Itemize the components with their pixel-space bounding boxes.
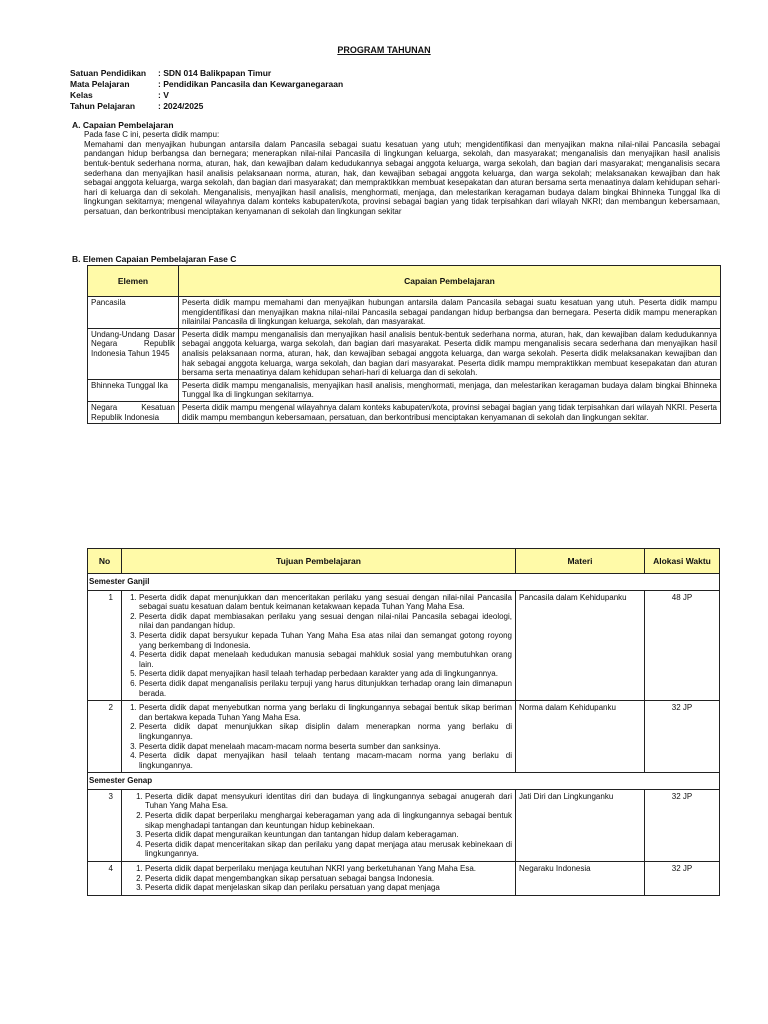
table-row: [88, 590, 720, 701]
page-title: PROGRAM TAHUNAN: [337, 45, 431, 55]
list-item: 2. Peserta didik dapat berperilaku menghargai keberagaman yang ada di lingkungannya sebagai bentuk sikap menghadapi tantangan dan keuntungan hidup kebinekaan.: [145, 811, 512, 830]
header-elemen: Elemen: [88, 266, 179, 297]
list-item: 1. Peserta didik dapat berperilaku menjaga keutuhan NKRI yang berketuhanan Yang Maha Esa.: [145, 864, 512, 874]
identity-row: [70, 101, 343, 112]
list-item: 2. Peserta didik dapat menunjukkan sikap disiplin dalam menerapkan norma yang berlaku di lingkungannya.: [139, 722, 512, 741]
semester-ganjil-label: Semester Ganjil: [88, 574, 720, 591]
section-a-heading: A. Capaian Pembelajaran: [72, 120, 174, 130]
section-a-body: Memahami dan menyajikan hubungan antarsila dalam Pancasila sebagai suatu kesatuan yang utuh; mengidentifikasi dan menyajikan makna nilai-nilai Pancasila sebagai pandangan hidup berbangsa dan bernegara; menerapkan nilai-nilai Pancasila di lingkungan keluarga, sekolah, dan masyarakat; menganalisis dan menyajikan hasil analisis bentuk-bentuk sederhana norma, aturan, hak, dan kewajiban dalam kedudukannya sebagai anggota keluarga, warga sekolah, dan bagian dari masyarakat; menganalisis secara sederhana dan menyajikan hasil analisis pelaksanaan norma, aturan, hak, dan kewajiban sebagai anggota keluarga, dan warga sekolah; melaksanakan kewajiban dan hak sebagai anggota keluarga, warga sekolah, dan bagian dari masyarakat; dan mempraktikkan membuat kesepakatan dan aturan bersama serta menaatinya dalam kehidupan sehari-hari di keluarga dan di sekolah. Menganalisis, menyajikan hasil analisis, menghormati, menjaga, dan melestarikan keragaman budaya dalam bingkai Bhinneka Tunggal Ika di lingkungan sekitarnya; mengenal wilayahnya dalam konteks kabupaten/kota, provinsi sebagai bagian yang tidak terpisahkan dari wilayah NKRI; dan membangun kebersamaan, persatuan, dan berkontribusi menciptakan kenyamanan di sekolah dan lingkungan sekitar: [84, 139, 720, 216]
list-item: 1. Peserta didik dapat menyebutkan norma yang berlaku di lingkungannya sebagai bentuk sikap beriman dan bertakwa kepada Tuhan Yang Maha Esa.: [139, 703, 512, 722]
row-number: 4: [88, 862, 122, 896]
alokasi-cell: 32 JP: [645, 862, 720, 896]
table-row: [88, 297, 721, 329]
section-b-heading: B. Elemen Capaian Pembelajaran Fase C: [72, 254, 237, 264]
list-item: 3. Peserta didik dapat menelaah macam-macam norma beserta sumber dan sanksinya.: [139, 742, 512, 752]
list-item: 2. Peserta didik dapat membiasakan perilaku yang sesuai dengan nilai-nilai Pancasila sebagai ideologi, nilai dan pandangan hidup.: [139, 612, 512, 631]
list-item: 6. Peserta didik dapat menganalisis perilaku terpuji yang harus ditunjukkan terhadap orang lain dimanapun berada.: [139, 679, 512, 698]
tujuan-cell: [122, 701, 516, 773]
list-item: 3. Peserta didik dapat bersyukur kepada Tuhan Yang Maha Esa atas nilai dan semangat gotong royong yang berkembang di Indonesia.: [139, 631, 512, 650]
semester-genap-label: Semester Genap: [88, 773, 720, 790]
elemen-cell: Undang-Undang Dasar Negara Republik Indonesia Tahun 1945: [88, 328, 179, 379]
header-materi: Materi: [516, 549, 645, 574]
list-item: 1. Peserta didik dapat mensyukuri identitas diri dan budaya di lingkungannya sebagai anugerah dari Tuhan Yang Maha Esa.: [145, 792, 512, 811]
elemen-table: [87, 265, 721, 424]
identity-block: [70, 68, 343, 112]
alokasi-cell: 32 JP: [645, 789, 720, 861]
tujuan-cell: [122, 590, 516, 701]
tujuan-table: [87, 548, 720, 896]
elemen-cell: Negara Kesatuan Republik Indonesia: [88, 401, 179, 423]
list-item: 5. Peserta didik dapat menyajikan hasil telaah terhadap perbedaan karakter yang ada di lingkungannya.: [139, 669, 512, 679]
table-row: [88, 789, 720, 861]
tujuan-cell: [122, 862, 516, 896]
table-row: [88, 862, 720, 896]
table-row: [88, 379, 721, 401]
elemen-cell: Pancasila: [88, 297, 179, 329]
materi-cell: Norma dalam Kehidupanku: [516, 701, 645, 773]
identity-key: Satuan Pendidikan: [70, 68, 147, 78]
table-row: [88, 328, 721, 379]
list-item: 2. Peserta didik dapat mengembangkan sikap persatuan sebagai bangsa Indonesia.: [145, 874, 512, 884]
identity-key: Mata Pelajaran: [70, 79, 130, 89]
capaian-cell: Peserta didik mampu memahami dan menyajikan hubungan antarsila dalam Pancasila sebagai suatu kesatuan yang utuh. Peserta didik mampu mengidentifikasi dan menyajikan makna nilai-nilai Pancasila sebagai pandangan hidup berbangsa dan bernegara. Peserta didik mampu menerapkan nilainilai Pancasila di lingkungan keluarga, sekolah, dan masyarakat.: [179, 297, 721, 329]
table-row: [88, 401, 721, 423]
identity-value: : Pendidikan Pancasila dan Kewarganegaraan: [158, 79, 344, 89]
list-item: 1. Peserta didik dapat menunjukkan dan menceritakan perilaku yang sesuai dengan nilai-nilai Pancasila sebagai suatu kesatuan dalam bentuk keimanan ketakwaan kepada Tuhan Yang Maha Esa.: [139, 593, 512, 612]
list-item: 4. Peserta didik dapat menceritakan sikap dan perilaku yang dapat menjaga atau merusak kebinekaan di lingkungannya.: [145, 840, 512, 859]
alokasi-cell: 32 JP: [645, 701, 720, 773]
section-a: [72, 120, 720, 217]
table-row: [88, 701, 720, 773]
capaian-cell: Peserta didik mampu menganalisis, menyajikan hasil analisis, menghormati, menjaga, dan melestarikan keragaman budaya dalam bingkai Bhinneka Tunggal Ika di lingkungan sekitarnya.: [179, 379, 721, 401]
identity-row: [70, 90, 343, 101]
identity-value: : 2024/2025: [158, 101, 204, 111]
materi-cell: Jati Diri dan Lingkunganku: [516, 789, 645, 861]
list-item: 4. Peserta didik dapat menelaah kedudukan manusia sebagai mahkluk sosial yang membutuhkan orang lain.: [139, 650, 512, 669]
identity-value: : SDN 014 Balikpapan Timur: [158, 68, 272, 78]
materi-cell: Pancasila dalam Kehidupanku: [516, 590, 645, 701]
elemen-cell: Bhinneka Tunggal Ika: [88, 379, 179, 401]
identity-value: : V: [158, 90, 169, 100]
capaian-cell: Peserta didik mampu mengenal wilayahnya dalam konteks kabupaten/kota, provinsi sebagai bagian yang tidak terpisahkan dari wilayah NKRI. Peserta didik mampu membangun kebersamaan, persatuan, dan berkontribusi menciptakan kenyamanan di sekolah dan lingkungan sekitar.: [179, 401, 721, 423]
alokasi-cell: 48 JP: [645, 590, 720, 701]
list-item: 3. Peserta didik dapat menguraikan keuntungan dan tantangan hidup dalam keberagaman.: [145, 830, 512, 840]
identity-key: Kelas: [70, 90, 93, 100]
identity-row: [70, 68, 343, 79]
header-alokasi: Alokasi Waktu: [645, 549, 720, 574]
row-number: 1: [88, 590, 122, 701]
identity-row: [70, 79, 343, 90]
row-number: 3: [88, 789, 122, 861]
list-item: 3. Peserta didik dapat menjelaskan sikap dan perilaku persatuan yang dapat menjaga: [145, 883, 512, 893]
section-a-intro: Pada fase C ini, peserta didik mampu:: [84, 130, 220, 140]
row-number: 2: [88, 701, 122, 773]
header-capaian: Capaian Pembelajaran: [179, 266, 721, 297]
identity-key: Tahun Pelajaran: [70, 101, 136, 111]
materi-cell: Negaraku Indonesia: [516, 862, 645, 896]
header-no: No: [88, 549, 122, 574]
list-item: 4. Peserta didik dapat menyajikan hasil telaah tentang macam-macam norma yang berlaku di lingkungannya.: [139, 751, 512, 770]
tujuan-cell: [122, 789, 516, 861]
header-tujuan: Tujuan Pembelajaran: [122, 549, 516, 574]
capaian-cell: Peserta didik mampu menganalisis dan menyajikan hasil analisis bentuk-bentuk sederhana norma, aturan, hak, dan kewajiban dalam kedudukannya sebagai anggota keluarga, warga sekolah, dan bagian dari masyarakat. Peserta didik mampu menganalisis secara sederhana dan menyajikan hasil analisis pelaksanaan norma, aturan, hak, dan kewajiban sebagai anggota keluarga, dan warga sekolah. Peserta didik melaksanakan kewajiban dan hak sebagai anggota keluarga, warga sekolah, dan bagian dari masyarakat. Peserta didik mampu mempraktikkan membuat kesepakatan dan aturan bersama serta menaatinya dalam kehidupan sehari-hari di keluarga dan di sekolah.: [179, 328, 721, 379]
